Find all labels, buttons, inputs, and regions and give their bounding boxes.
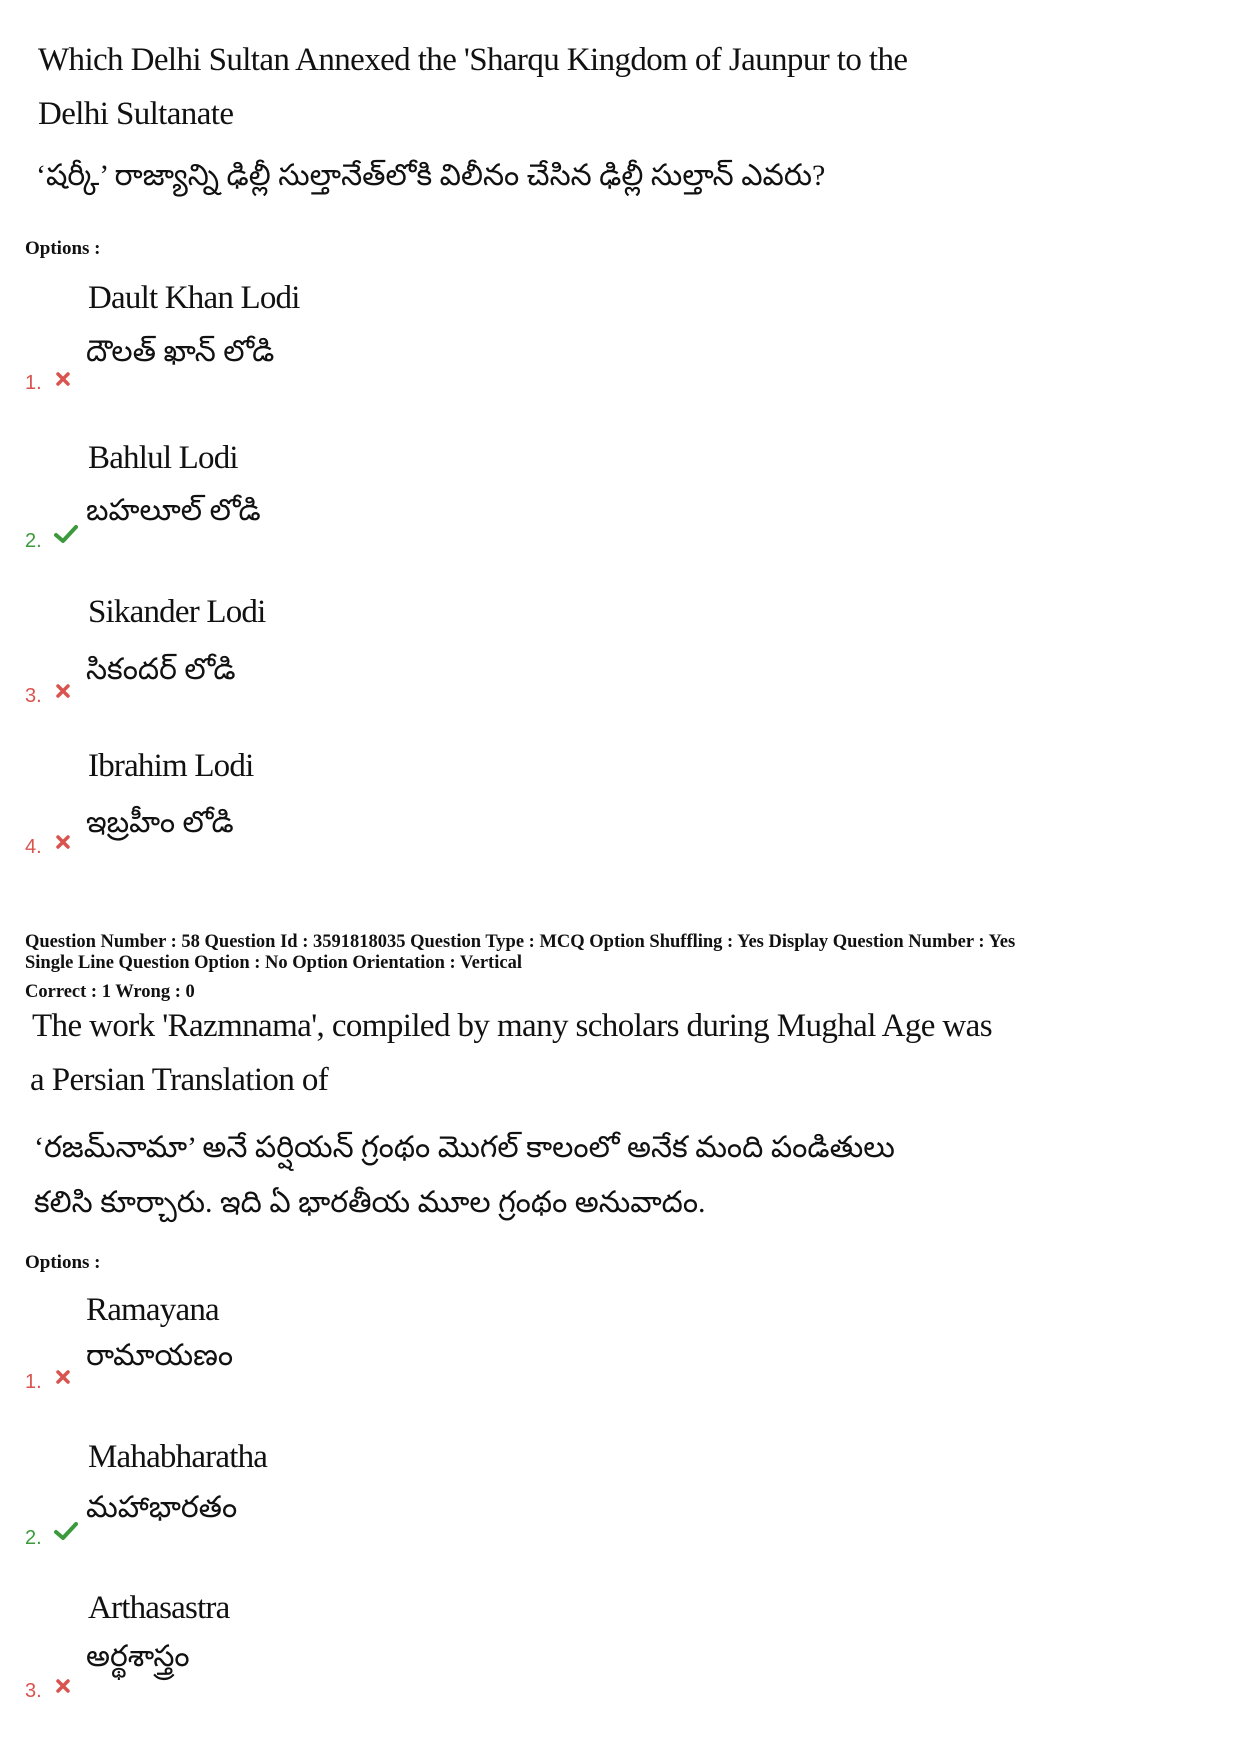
check-icon (54, 1522, 78, 1540)
option-number: 1. (25, 1371, 42, 1393)
question-meta-line2: Single Line Question Option : No Option Orientation : Vertical (25, 953, 522, 973)
option-text-en: Dault Khan Lodi (88, 280, 300, 316)
check-icon (54, 525, 78, 543)
question-text-te-line1: ‘రజమ్‌నామా’ అనే పర్షియన్ గ్రంథం మొగల్ కాలంలో అనేక మంది పండితులు (34, 1131, 895, 1164)
option-text-en: Sikander Lodi (88, 594, 266, 630)
option-number: 4. (25, 836, 42, 858)
options-label: Options : (25, 1252, 101, 1273)
question-text-en-line2: a Persian Translation of (30, 1062, 329, 1098)
question-text-en-line1: Which Delhi Sultan Annexed the 'Sharqu Kingdom of Jaunpur to the (38, 42, 908, 78)
option-text-en: Arthasastra (88, 1590, 230, 1626)
cross-icon (54, 682, 72, 700)
option-text-te: అర్థశాస్త్రం (86, 1640, 190, 1673)
option-text-te: రామాయణం (86, 1339, 234, 1372)
option-text-en: Mahabharatha (88, 1439, 268, 1475)
cross-icon (54, 1368, 72, 1386)
option-text-te: బహలూల్ లోడి (86, 494, 261, 527)
option-text-en: Bahlul Lodi (88, 440, 238, 476)
question-text-te-line2: కలిసి కూర్చారు. ఇది ఏ భారతీయ మూల గ్రంథం అనువాదం. (34, 1186, 706, 1219)
option-number: 3. (25, 1680, 42, 1702)
option-text-te: సికందర్ లోడి (86, 653, 236, 686)
option-number: 2. (25, 530, 42, 552)
cross-icon (54, 833, 72, 851)
cross-icon (54, 370, 72, 388)
cross-icon (54, 1677, 72, 1695)
option-text-te: ఇబ్రహీం లోడి (86, 806, 234, 839)
option-text-en: Ramayana (86, 1292, 219, 1328)
question-text-en-line2: Delhi Sultanate (38, 96, 234, 132)
option-text-te: మహాభారతం (86, 1491, 238, 1524)
question-text-te: ‘షర్కీ’ రాజ్యాన్ని ఢిల్లీ సుల్తానేత్‌లోకి విలీనం చేసిన ఢిల్లీ సుల్తాన్ ఎవరు? (36, 159, 826, 192)
option-number: 3. (25, 685, 42, 707)
option-text-te: దౌలత్ ఖాన్ లోడి (86, 335, 275, 368)
question-meta-line1: Question Number : 58 Question Id : 3591818035 Question Type : MCQ Option Shuffling : Yes Display Question Number : Yes (25, 932, 1016, 952)
option-number: 2. (25, 1527, 42, 1549)
question-meta-line3: Correct : 1 Wrong : 0 (25, 982, 195, 1002)
option-number: 1. (25, 372, 42, 394)
question-text-en-line1: The work 'Razmnama', compiled by many scholars during Mughal Age was (32, 1008, 992, 1044)
options-label: Options : (25, 238, 101, 259)
option-text-en: Ibrahim Lodi (88, 748, 254, 784)
